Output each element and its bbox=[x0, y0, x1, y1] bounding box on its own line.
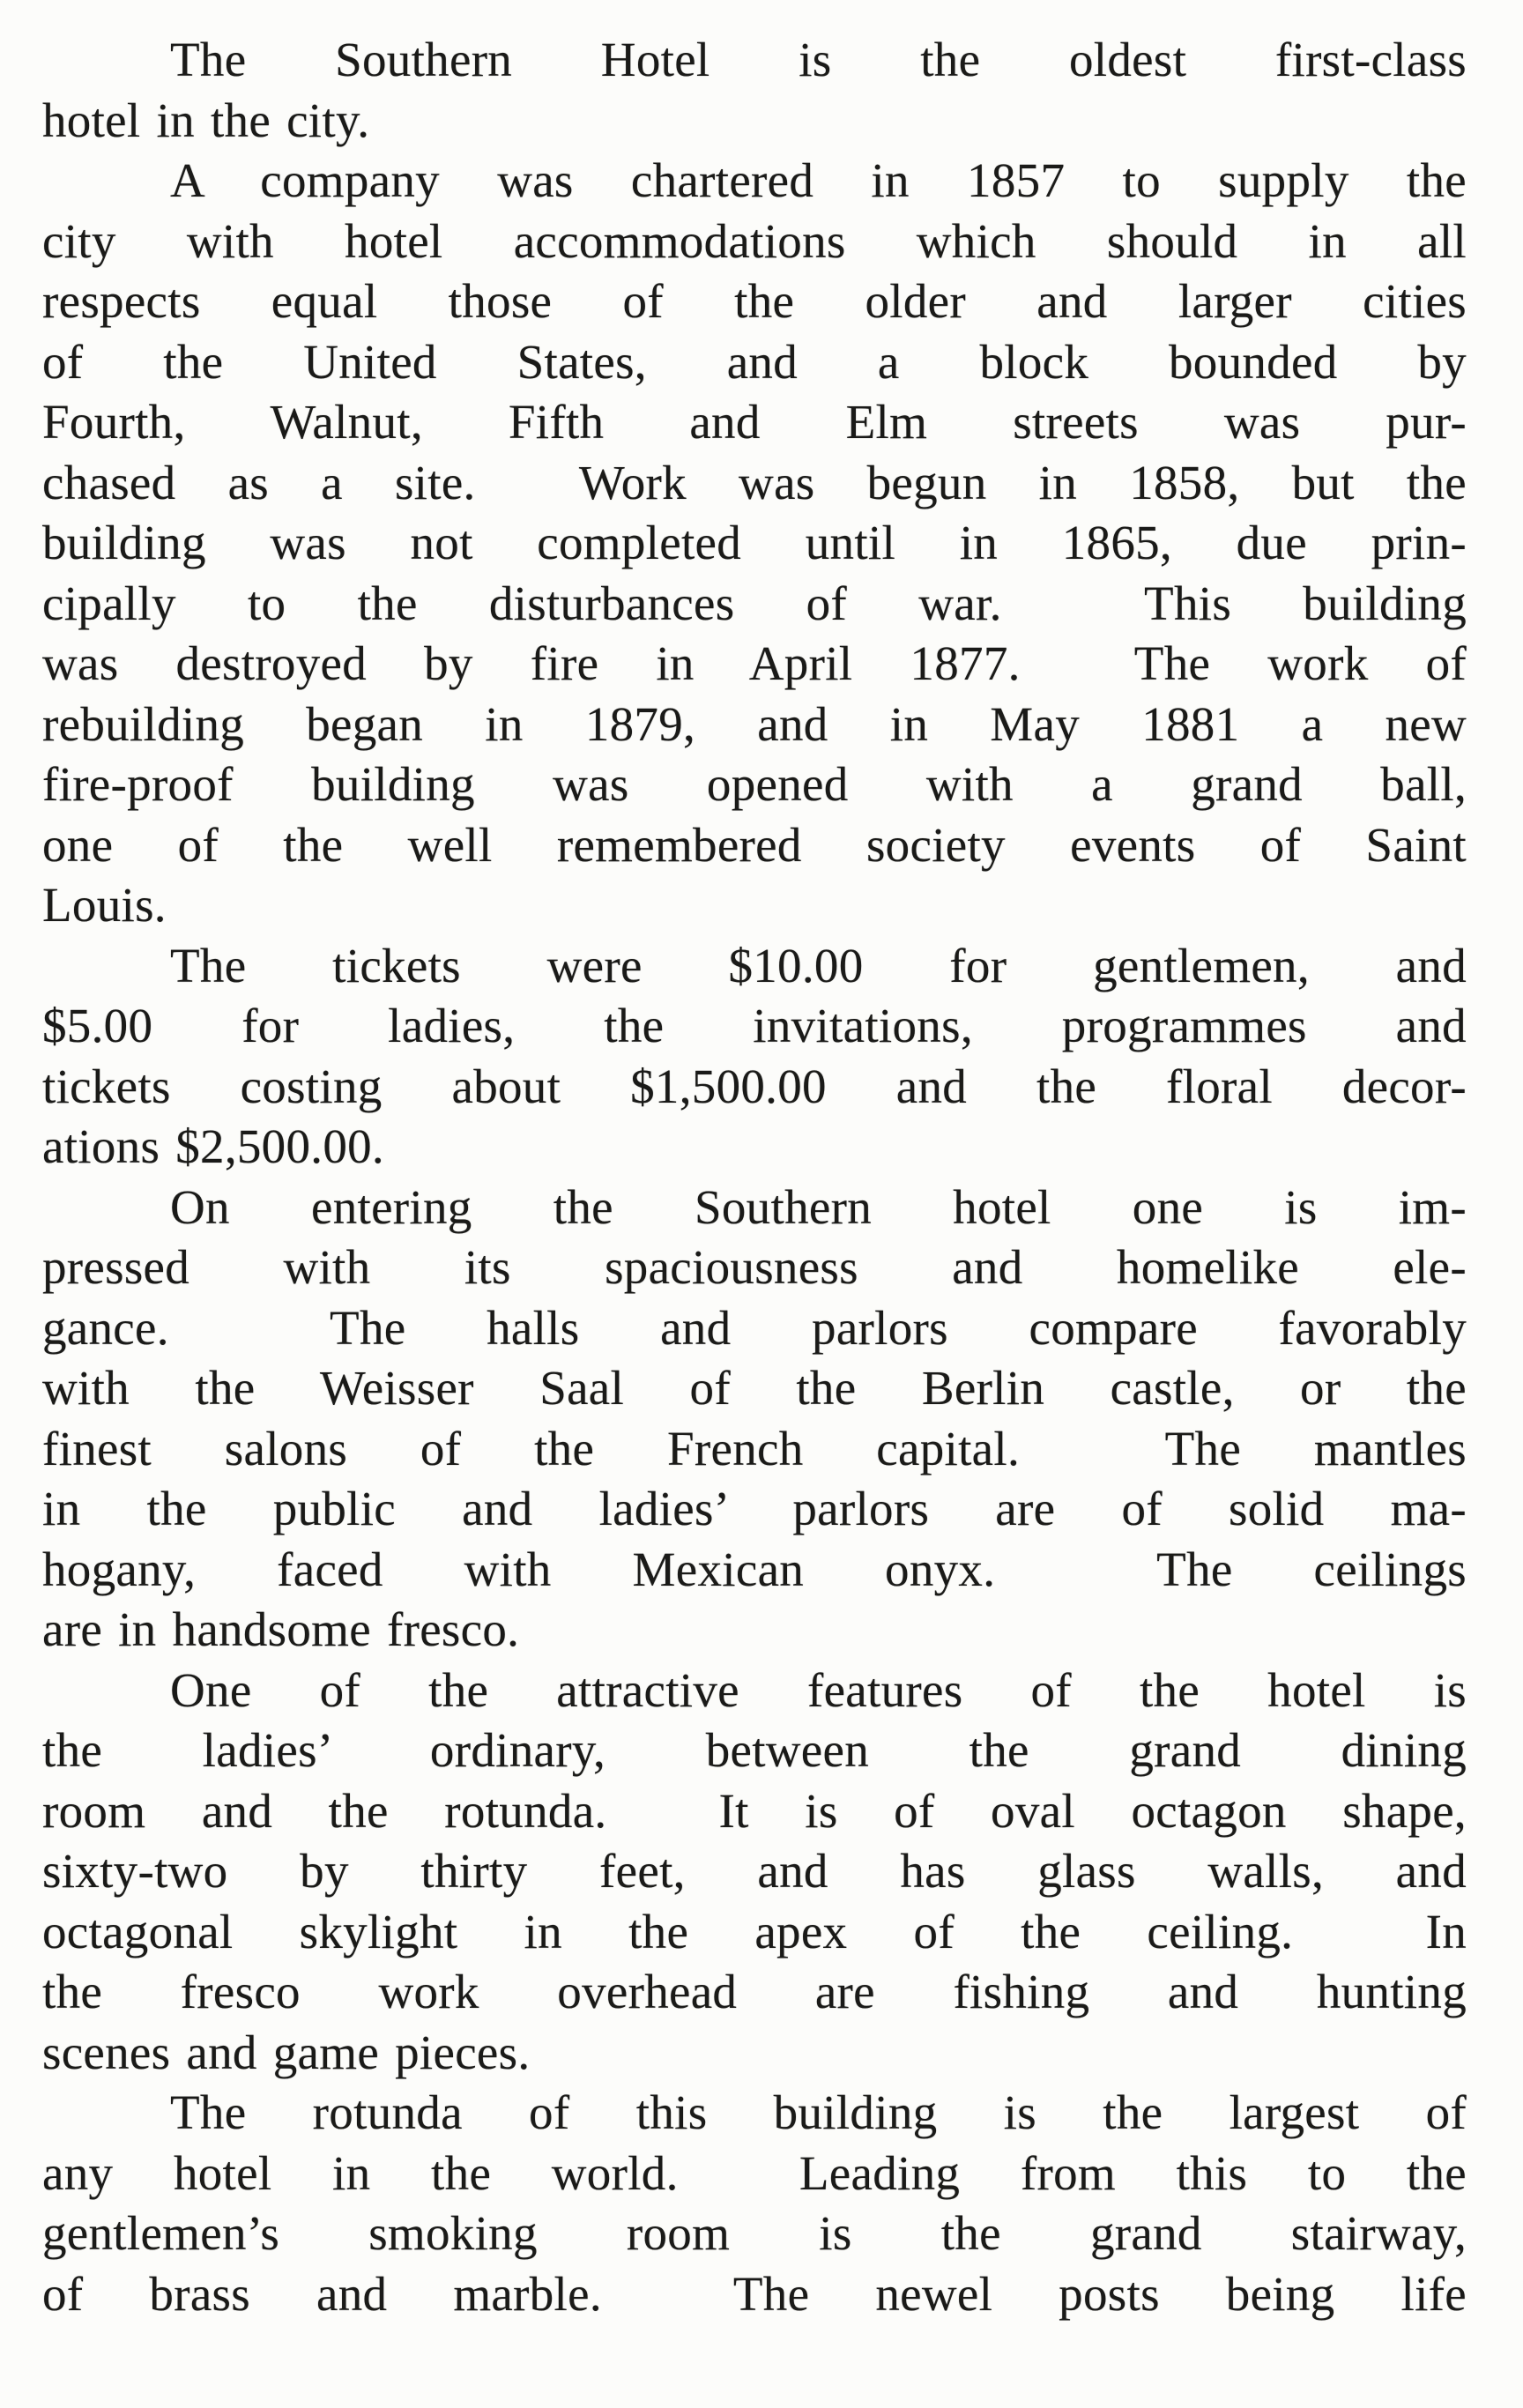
text-line: gance. The halls and parlors compare favorably bbox=[42, 1300, 1467, 1355]
text-line: respects equal those of the older and larger cities bbox=[42, 274, 1467, 328]
text-line: the ladies’ ordinary, between the grand dining bbox=[42, 1723, 1467, 1777]
text-line: any hotel in the world. Leading from this to the bbox=[42, 2145, 1467, 2200]
paragraph bbox=[42, 936, 1467, 1178]
text-line: The Southern Hotel is the oldest first-class bbox=[170, 33, 1467, 86]
text-block bbox=[42, 30, 1467, 2324]
text-line: sixty-two by thirty feet, and has glass walls, and bbox=[42, 1844, 1467, 1898]
text-line: of the United States, and a block bounded by bbox=[42, 334, 1467, 389]
text-line: fire-proof building was opened with a grand ball, bbox=[42, 757, 1467, 811]
text-line: room and the rotunda. It is of oval octagon shape, bbox=[42, 1783, 1467, 1838]
text-line: the fresco work overhead are fishing and hunting bbox=[42, 1965, 1467, 2018]
text-line: with the Weisser Saal of the Berlin castle, or the bbox=[42, 1361, 1467, 1415]
text-line: Fourth, Walnut, Fifth and Elm streets was pur- bbox=[42, 395, 1467, 449]
text-line: octagonal skylight in the apex of the ceiling. In bbox=[42, 1904, 1467, 1958]
text-line: gentlemen’s smoking room is the grand stairway, bbox=[42, 2206, 1467, 2260]
text-line: The rotunda of this building is the largest of bbox=[170, 2085, 1467, 2139]
text-line: building was not completed until in 1865, due prin- bbox=[42, 516, 1467, 569]
text-line: rebuilding began in 1879, and in May 1881 a new bbox=[42, 696, 1467, 751]
text-line: finest salons of the French capital. The mantles bbox=[42, 1421, 1467, 1475]
paragraph bbox=[42, 30, 1467, 151]
paragraph bbox=[42, 151, 1467, 936]
text-line: cipally to the disturbances of war. This building bbox=[42, 576, 1467, 630]
text-line: one of the well remembered society events of Saint bbox=[42, 817, 1467, 872]
text-line: pressed with its spaciousness and homelike ele- bbox=[42, 1240, 1467, 1294]
text-line: A company was chartered in 1857 to supply the bbox=[170, 153, 1467, 207]
text-line: are in handsome fresco. bbox=[42, 1602, 520, 1656]
paragraph bbox=[42, 2083, 1467, 2324]
text-line: On entering the Southern hotel one is im- bbox=[170, 1179, 1467, 1234]
text-line: ations $2,500.00. bbox=[42, 1119, 384, 1173]
text-line: city with hotel accommodations which should in all bbox=[42, 213, 1467, 268]
text-line: One of the attractive features of the hotel is bbox=[170, 1662, 1467, 1717]
paragraph bbox=[42, 1661, 1467, 2084]
text-line: in the public and ladies’ parlors are of solid ma- bbox=[42, 1482, 1467, 1535]
text-line: of brass and marble. The newel posts being life bbox=[42, 2266, 1467, 2321]
text-line: chased as a site. Work was begun in 1858, but the bbox=[42, 455, 1467, 509]
text-line: $5.00 for ladies, the invitations, programmes and bbox=[42, 999, 1467, 1052]
text-line: The tickets were $10.00 for gentlemen, and bbox=[170, 938, 1467, 992]
text-line: was destroyed by fire in April 1877. The work of bbox=[42, 636, 1467, 690]
text-line: tickets costing about $1,500.00 and the floral decor- bbox=[42, 1059, 1467, 1113]
text-line: hotel in the city. bbox=[42, 93, 370, 147]
text-line: scenes and game pieces. bbox=[42, 2025, 531, 2079]
text-line: Louis. bbox=[42, 878, 167, 932]
paragraph bbox=[42, 1178, 1467, 1661]
text-line: hogany, faced with Mexican onyx. The ceilings bbox=[42, 1542, 1467, 1596]
